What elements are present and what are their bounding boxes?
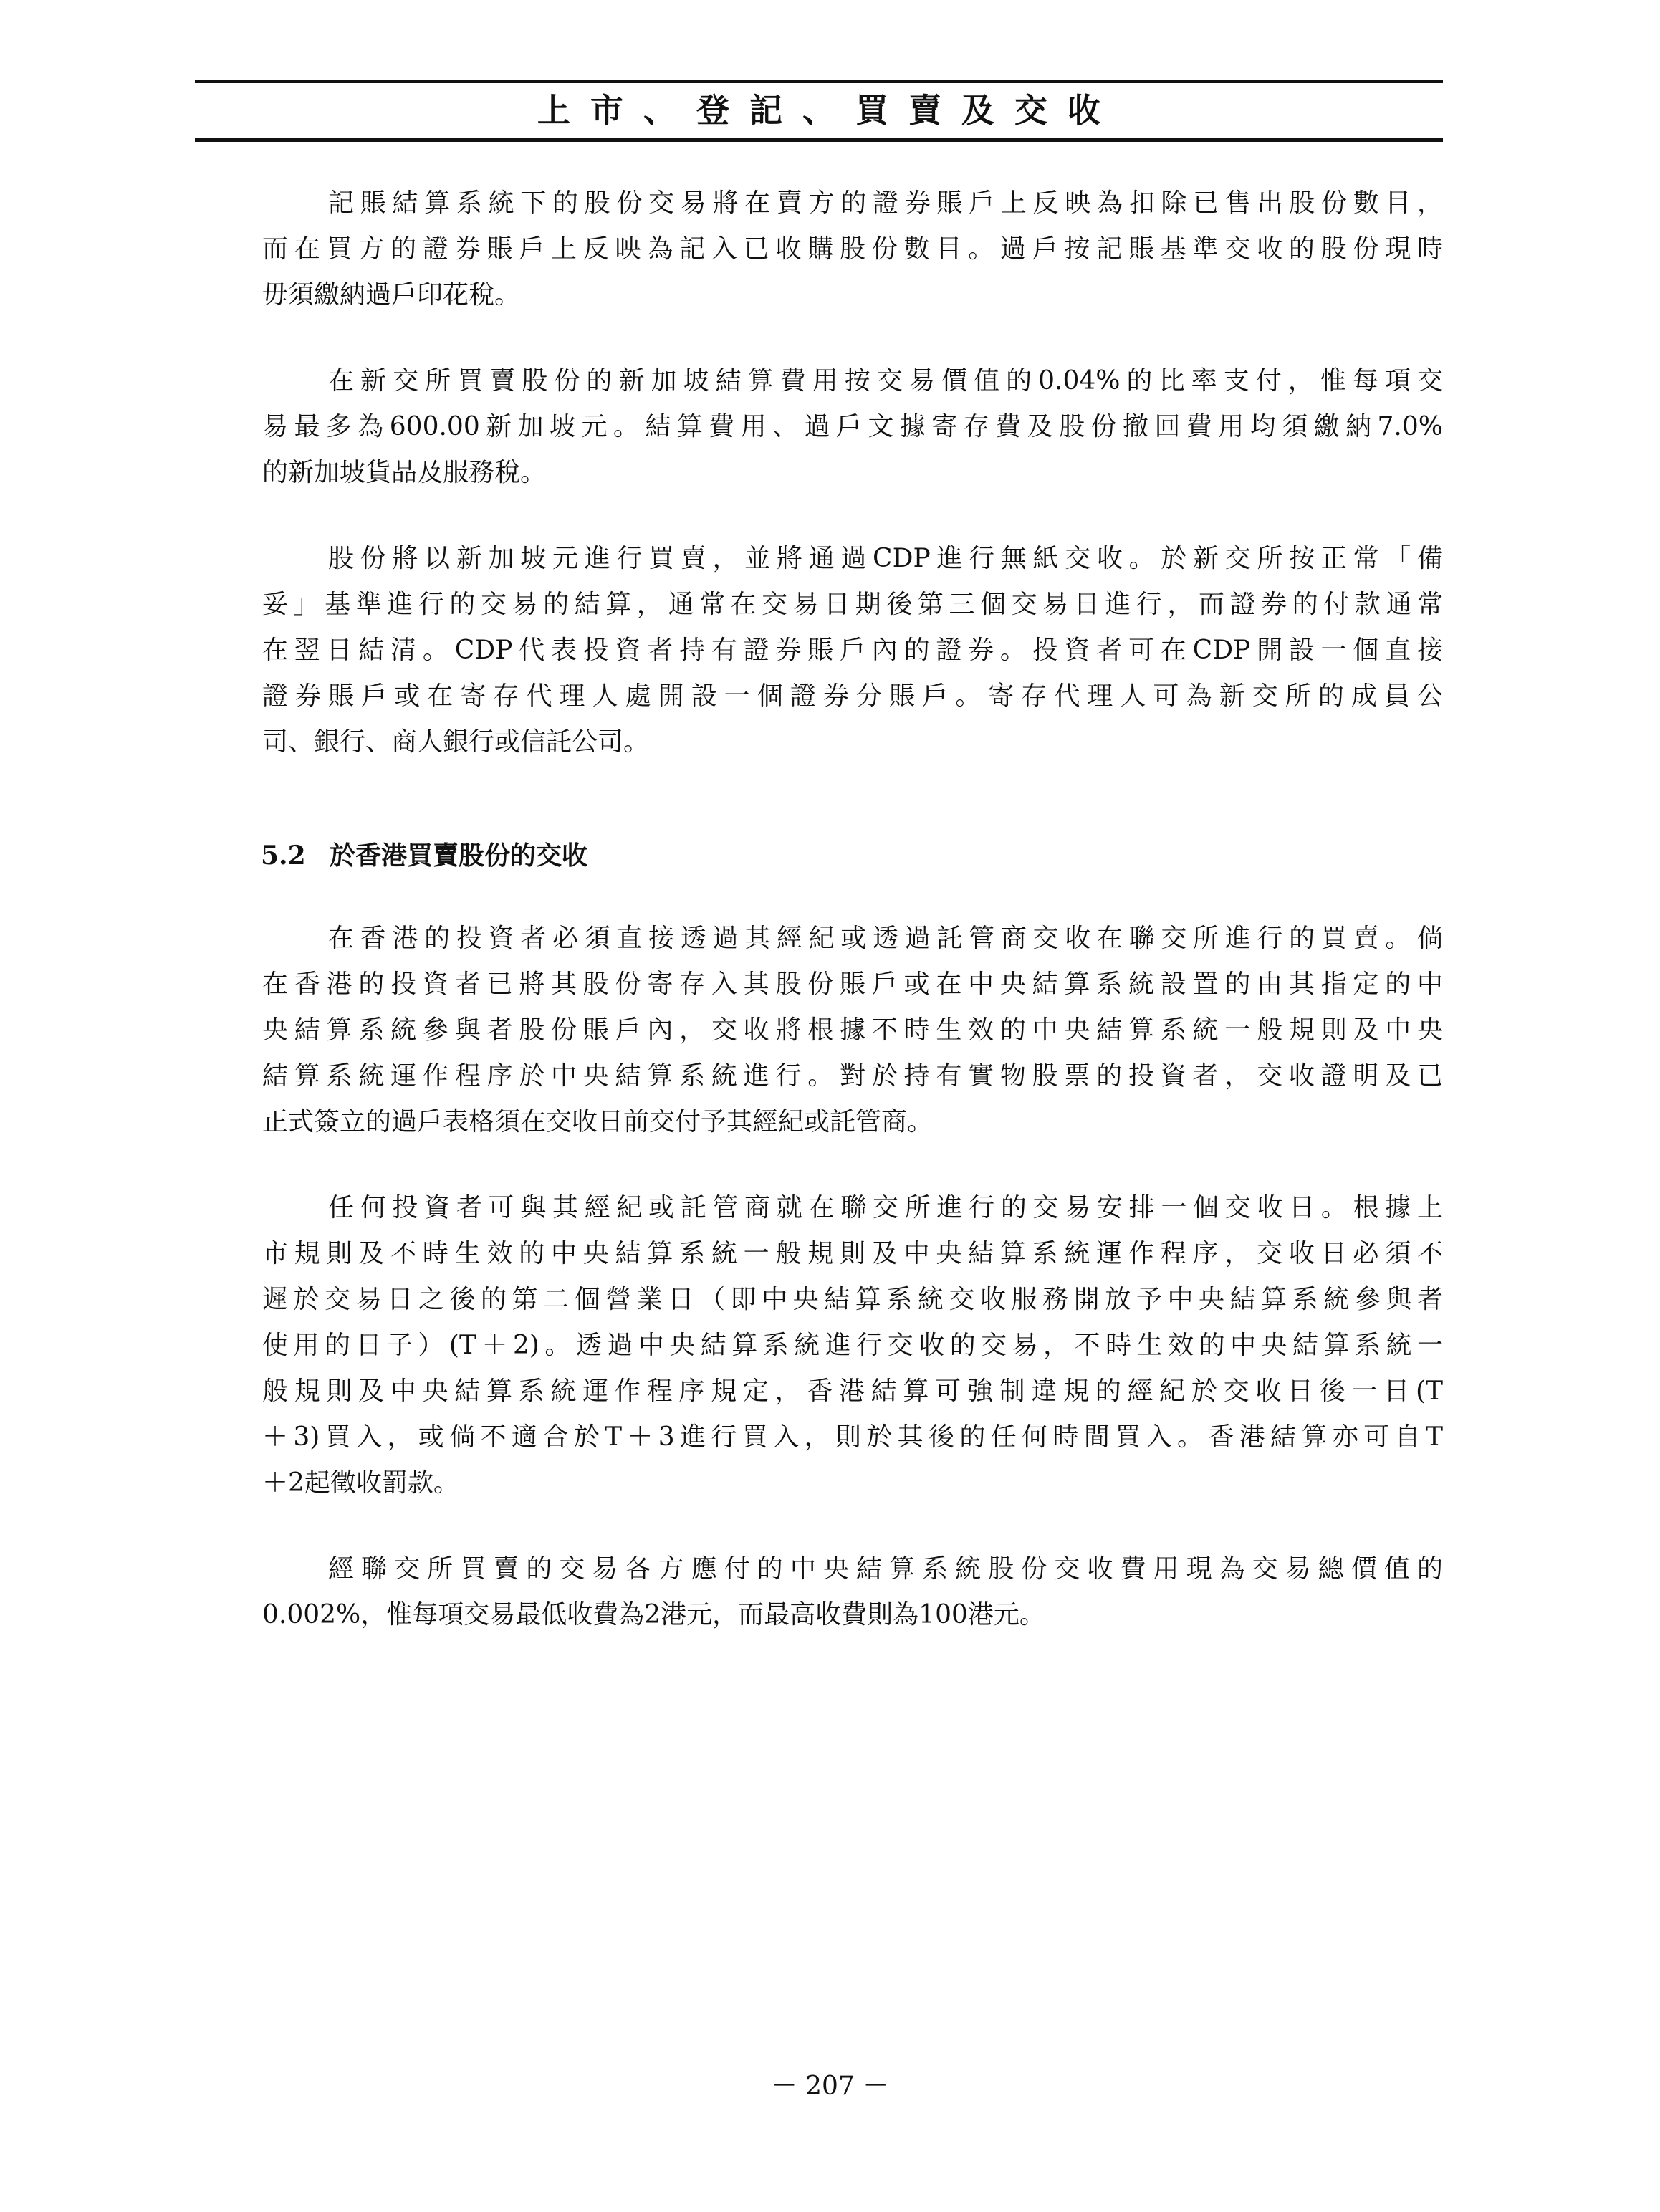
paragraph-line: 而在買方的證券賬戶上反映為記入已收購股份數目。過戶按記賬基準交收的股份現時	[262, 234, 1443, 264]
section-number: 5.2	[261, 841, 306, 871]
section-title: 於香港買賣股份的交收	[330, 841, 588, 871]
paragraph-line: 使用的日子）(T＋2)。透過中央結算系統進行交收的交易，不時生效的中央結算系統一	[262, 1331, 1443, 1360]
paragraph-line: 0.002%，惟每項交易最低收費為2港元，而最高收費則為100港元。	[262, 1600, 1045, 1629]
paragraph-line: 經聯交所買賣的交易各方應付的中央結算系統股份交收費用現為交易總價值的	[328, 1554, 1443, 1584]
paragraph-line: ＋3)買入，或倘不適合於T＋3進行買入，則於其後的任何時間買入。香港結算亦可自T	[262, 1422, 1443, 1452]
paragraph-settlement-day	[262, 1185, 1443, 1506]
paragraph-line: 央結算系統參與者股份賬戶內，交收將根據不時生效的中央結算系統一般規則及中央	[262, 1015, 1443, 1045]
paragraph-line: 在香港的投資者已將其股份寄存入其股份賬戶或在中央結算系統設置的由其指定的中	[262, 969, 1443, 999]
page-number: － 207 －	[771, 2072, 889, 2101]
paragraph-line: 記賬結算系統下的股份交易將在賣方的證券賬戶上反映為扣除已售出股份數目，	[328, 188, 1443, 218]
paragraph-ccass-fee	[262, 1546, 1443, 1638]
section-heading	[261, 833, 1443, 878]
paragraph-line: 妥」基準進行的交易的結算，通常在交易日期後第三個交易日進行，而證券的付款通常	[262, 590, 1443, 619]
paragraph-line: 司、銀行、商人銀行或信託公司。	[262, 727, 650, 757]
header-top-rule	[195, 80, 1443, 83]
paragraph-line: 在香港的投資者必須直接透過其經紀或透過託管商交收在聯交所進行的買賣。倘	[328, 924, 1443, 953]
paragraph-clearing-fee	[262, 358, 1443, 496]
paragraph-line: ＋2起徵收罰款。	[262, 1468, 459, 1498]
header-bottom-rule	[195, 138, 1443, 142]
paragraph-line: 結算系統運作程序於中央結算系統進行。對於持有實物股票的投資者，交收證明及已	[262, 1061, 1443, 1091]
paragraph-line: 股份將以新加坡元進行買賣，並將通過CDP進行無紙交收。於新交所按正常「備	[328, 544, 1443, 573]
page-header-title: 上市、登記、買賣及交收	[537, 91, 1121, 130]
paragraph-line: 正式簽立的過戶表格須在交收日前交付予其經紀或託管商。	[262, 1107, 934, 1136]
main-body	[262, 181, 1443, 805]
paragraph-line: 般規則及中央結算系統運作程序規定，香港結算可強制違規的經紀於交收日後一日(T	[262, 1376, 1443, 1406]
paragraph-cdp-settlement	[262, 536, 1443, 765]
paragraph-book-entry	[262, 181, 1443, 318]
paragraph-line: 任何投資者可與其經紀或託管商就在聯交所進行的交易安排一個交收日。根據上	[328, 1193, 1443, 1222]
paragraph-line: 市規則及不時生效的中央結算系統一般規則及中央結算系統運作程序，交收日必須不	[262, 1239, 1443, 1268]
paragraph-line: 易最多為600.00新加坡元。結算費用、過戶文據寄存費及股份撤回費用均須繳納7.0%	[262, 412, 1443, 441]
section-block	[262, 827, 1443, 1678]
paragraph-line: 毋須繳納過戶印花稅。	[262, 280, 521, 310]
paragraph-line: 證券賬戶或在寄存代理人處開設一個證券分賬戶。寄存代理人可為新交所的成員公	[262, 681, 1443, 711]
paragraph-hk-settlement	[262, 916, 1443, 1145]
paragraph-line: 的新加坡貨品及服務稅。	[262, 458, 547, 487]
paragraph-line: 在新交所買賣股份的新加坡結算費用按交易價值的0.04%的比率支付，惟每項交	[328, 366, 1443, 396]
paragraph-line: 在翌日結清。CDP代表投資者持有證券賬戶內的證券。投資者可在CDP開設一個直接	[262, 636, 1443, 665]
paragraph-line: 遲於交易日之後的第二個營業日（即中央結算系統交收服務開放予中央結算系統參與者	[262, 1285, 1443, 1314]
